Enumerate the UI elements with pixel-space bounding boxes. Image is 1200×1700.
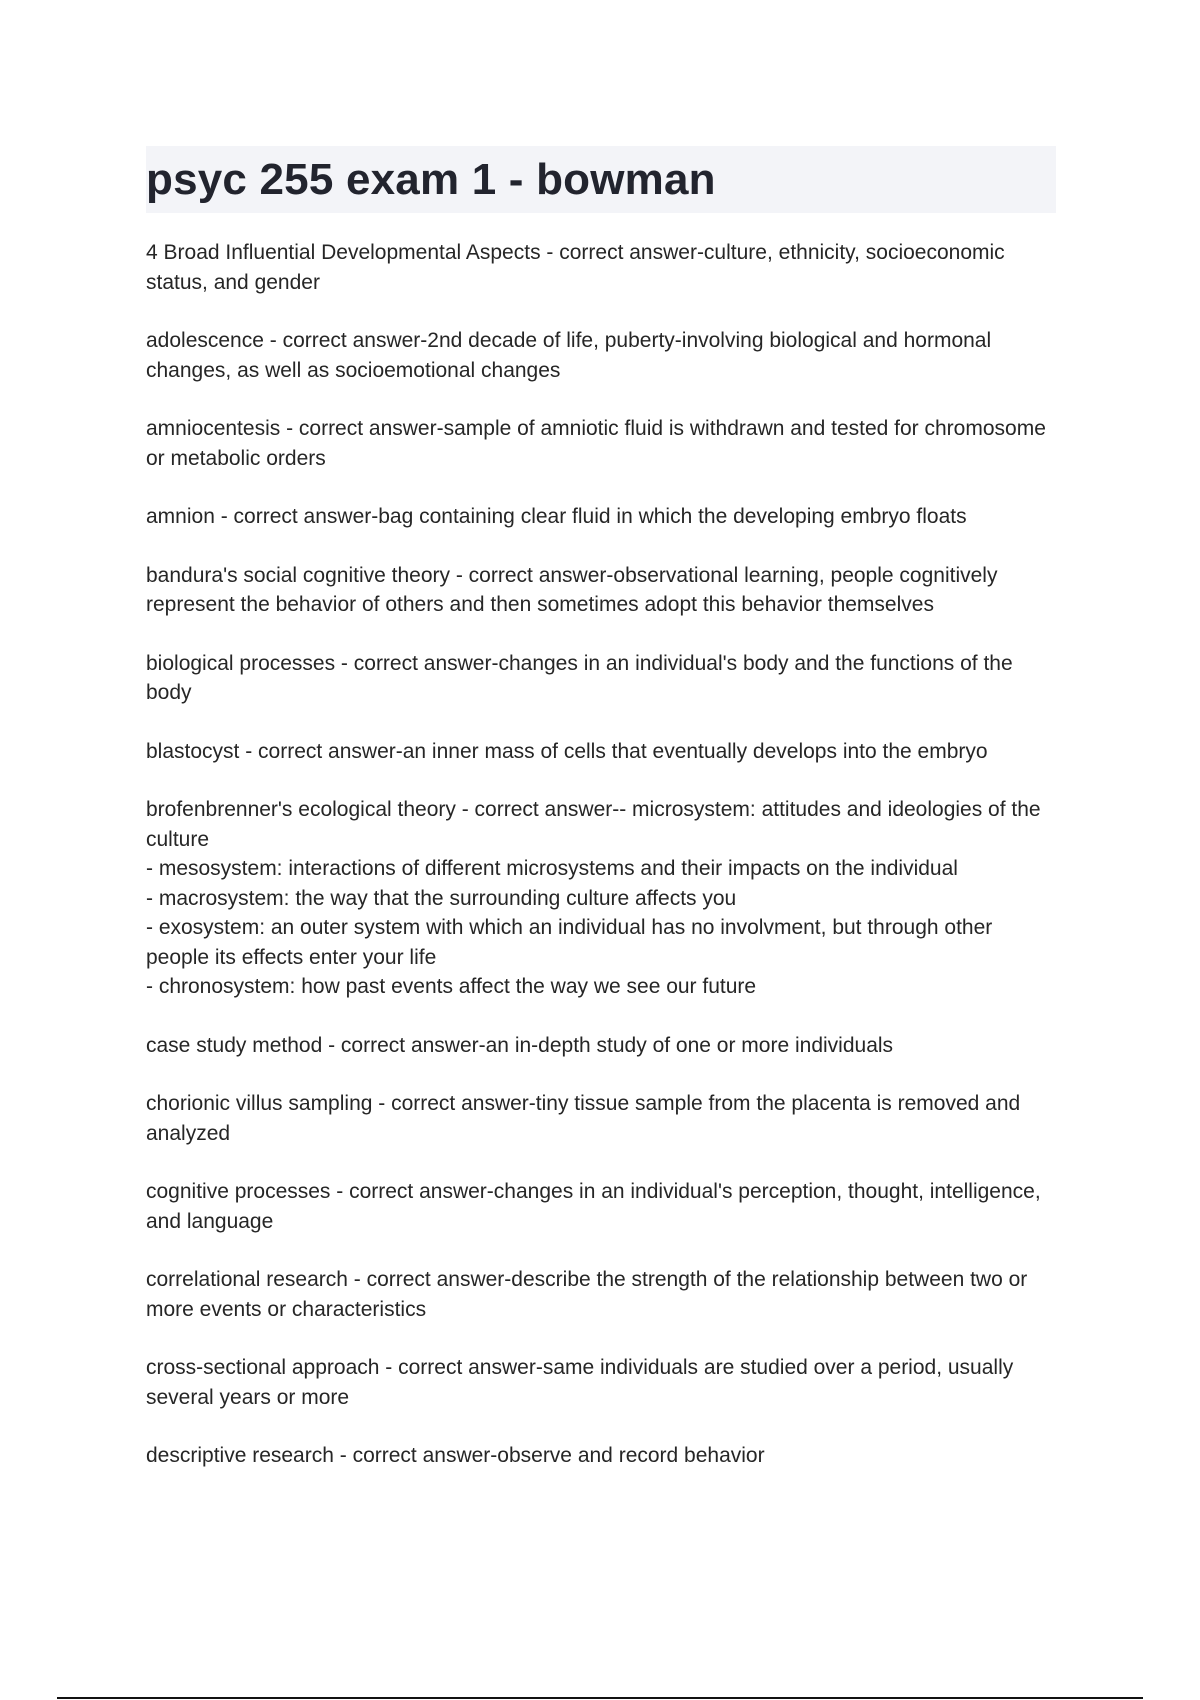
entry-text: chorionic villus sampling - correct answer-tiny tissue sample from the placenta is removed and analyzed	[146, 1092, 1021, 1145]
list-item	[146, 1353, 1056, 1412]
flashcard-list	[146, 238, 1056, 1471]
title-bar	[146, 146, 1056, 213]
entry-text: amnion - correct answer-bag containing clear fluid in which the developing embryo floats	[146, 505, 967, 528]
entry-text: adolescence - correct answer-2nd decade of life, puberty-involving biological and hormonal changes, as well as socioemotional changes	[146, 329, 992, 382]
list-item	[146, 1265, 1056, 1324]
entry-text: descriptive research - correct answer-observe and record behavior	[146, 1444, 765, 1467]
entry-text: biological processes - correct answer-changes in an individual's body and the functions of the body	[146, 651, 1013, 704]
list-item	[146, 1441, 1056, 1471]
entry-text: 4 Broad Influential Developmental Aspects - correct answer-culture, ethnicity, socioeconomic status, and gender	[146, 241, 1005, 294]
entry-text: cross-sectional approach - correct answer-same individuals are studied over a period, usually several years or more	[146, 1356, 1014, 1409]
footer-divider	[57, 1697, 1143, 1699]
list-item	[146, 1031, 1056, 1061]
page-title: psyc 255 exam 1 - bowman	[146, 154, 716, 204]
entry-text: case study method - correct answer-an in-depth study of one or more individuals	[146, 1033, 894, 1057]
document-page	[146, 146, 1056, 1500]
list-item	[146, 737, 1056, 767]
list-item	[146, 649, 1056, 708]
list-item	[146, 238, 1056, 297]
list-item	[146, 502, 1056, 532]
entry-text: bandura's social cognitive theory - correct answer-observational learning, people cognitively represent the behavior of others and then sometimes adopt this behavior themselves	[146, 563, 998, 616]
entry-subline: - mesosystem: interactions of different microsystems and their impacts on the individual	[146, 857, 958, 880]
entry-subline: - chronosystem: how past events affect the way we see our future	[146, 975, 757, 998]
entry-text: brofenbrenner's ecological theory - correct answer-- microsystem: attitudes and ideologies of the culture	[146, 798, 1041, 851]
list-item	[146, 414, 1056, 473]
list-item	[146, 1089, 1056, 1148]
list-item	[146, 326, 1056, 385]
entry-text: amniocentesis - correct answer-sample of amniotic fluid is withdrawn and tested for chromosome or metabolic orders	[146, 417, 1046, 470]
list-item	[146, 1177, 1056, 1236]
list-item	[146, 561, 1056, 620]
entry-subline: - exosystem: an outer system with which an individual has no involvment, but through other people its effects enter your life	[146, 916, 993, 969]
entry-text: correlational research - correct answer-describe the strength of the relationship between two or more events or characteristics	[146, 1268, 1028, 1321]
entry-text: cognitive processes - correct answer-changes in an individual's perception, thought, intelligence, and language	[146, 1180, 1041, 1233]
entry-text: blastocyst - correct answer-an inner mass of cells that eventually develops into the embryo	[146, 739, 988, 763]
entry-subline: - macrosystem: the way that the surrounding culture affects you	[146, 886, 737, 910]
list-item	[146, 795, 1056, 1002]
